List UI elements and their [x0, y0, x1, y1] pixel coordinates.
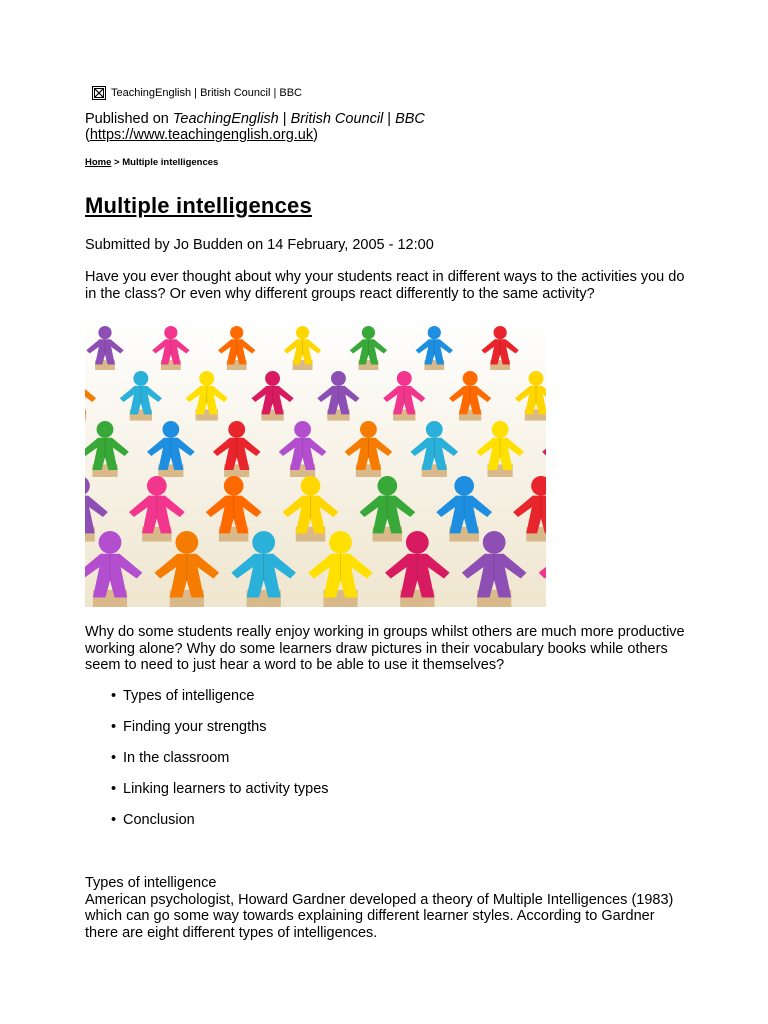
bullet-icon: •	[111, 719, 117, 735]
published-bbc: BBC	[395, 111, 425, 127]
types-section	[85, 875, 685, 941]
breadcrumb-current: Multiple intelligences	[122, 157, 219, 168]
intro-paragraph: Have you ever thought about why your students react in different ways to the activities you do in the class? Or even why different groups react differently to the same activity?	[85, 269, 685, 302]
breadcrumb-home-link[interactable]: Home	[85, 157, 112, 168]
page-title: Multiple intelligences	[85, 193, 312, 218]
toc-item[interactable]	[111, 688, 329, 719]
bullet-icon: •	[111, 750, 117, 766]
toc-item[interactable]	[111, 781, 329, 812]
section-heading: Types of intelligence	[85, 875, 217, 891]
broken-image-icon	[92, 86, 106, 100]
question-paragraph: Why do some students really enjoy working in groups whilst others are much more productive working alone? Why do some learners draw pictures in their vocabulary books while others seem to need to just hear a word to be able to use it themselves?	[85, 624, 685, 673]
toc-item-label: Types of intelligence	[123, 688, 255, 704]
toc-item-label: Linking learners to activity types	[123, 781, 329, 797]
url-paren-close: )	[313, 127, 318, 143]
url-paren-open: (	[85, 127, 90, 143]
site-logo	[92, 84, 302, 102]
bullet-icon: •	[111, 688, 117, 704]
hero-image	[85, 316, 546, 607]
paper-figures-illustration	[85, 316, 546, 607]
section-body: American psychologist, Howard Gardner developed a theory of Multiple Intelligences (1983) which can go some way towards explaining different learner styles. According to Gardner there are eight different types of intelligences.	[85, 891, 674, 941]
toc-item[interactable]	[111, 750, 329, 781]
logo-alt-text: TeachingEnglish | British Council | BBC	[111, 87, 302, 99]
published-prefix: Published on	[85, 111, 173, 127]
breadcrumb	[85, 157, 218, 168]
site-url-link[interactable]: https://www.teachingenglish.org.uk	[89, 127, 314, 143]
bullet-icon: •	[111, 781, 117, 797]
toc-item-label: Conclusion	[123, 812, 195, 828]
toc-item[interactable]	[111, 812, 329, 843]
submitted-line: Submitted by Jo Budden on 14 February, 2005 - 12:00	[85, 237, 434, 253]
toc-item-label: Finding your strengths	[123, 719, 267, 735]
published-separator: |	[383, 111, 396, 127]
toc-item[interactable]	[111, 719, 329, 750]
toc-item-label: In the classroom	[123, 750, 230, 766]
bullet-icon: •	[111, 812, 117, 828]
published-org: British Council	[290, 111, 384, 127]
published-site: TeachingEnglish	[172, 111, 279, 127]
published-line	[85, 111, 685, 143]
published-separator: |	[278, 111, 291, 127]
table-of-contents	[111, 688, 329, 843]
breadcrumb-separator: >	[111, 157, 123, 168]
